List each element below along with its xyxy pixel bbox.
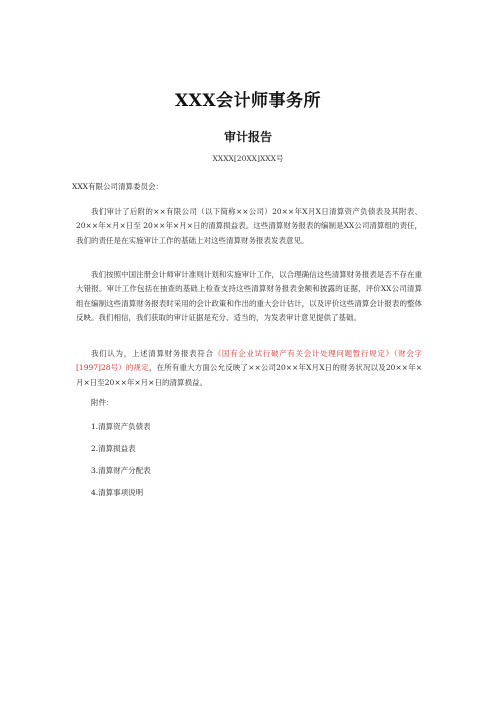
paragraph-audit-standards: 我们按照中国注册会计师审计准则计划和实施审计工作，以合理确信这些清算财务报表是否不存在重大错报。审计工作包括在抽查的基础上检查支持这些清算财务报表金额和披露的证据，评价XX公司清算组在编制这些清算财务报表时采用的会计政策和作出的重大会计估计，以及评价这些清算会计报表的整体反映。我们相信，我们获取的审计证据是充分、适当的，为发表审计意见提供了基础。 xyxy=(76,270,422,322)
attachments-list xyxy=(91,421,151,509)
attachment-item: 4.清算事项说明 xyxy=(91,488,144,497)
report-title: 审计报告 xyxy=(223,130,272,144)
attachment-item: 3.清算财产分配表 xyxy=(91,466,151,475)
opinion-text-end: ，在所有重大方面公允反映了××公司20××年X月X日的财务状况以及20××年×月×日至20××年×月×日的清算损益。 xyxy=(76,363,422,387)
addressee: XXX有限公司清算委员会： xyxy=(72,182,164,191)
report-number: XXXX[20XX]XXX号 xyxy=(212,154,284,163)
regulation-reference: 《国有企业试行破产有关会计处理问题暂行规定》（财会字[1997]28号）的规定 xyxy=(76,349,422,373)
attachments-label: 附件： xyxy=(91,398,114,407)
paragraph-audit-scope: 我们审计了后附的××有限公司（以下简称××公司）20××年X月X日清算资产负债表及其附表、20××年×月×日至 20××年×月×日的清算损益表。这些清算财务报表的编制是XX公司清算组的责任，我们的责任是在实施审计工作的基础上对这些清算财务报表发表意见。 xyxy=(76,207,422,245)
attachment-item: 1.清算资产负债表 xyxy=(91,422,151,431)
opinion-text-start: 我们认为，上述清算财务报表符合 xyxy=(91,349,214,358)
firm-name: XXX会计师事务所 xyxy=(174,91,322,111)
attachment-item: 2.清算损益表 xyxy=(91,444,136,453)
paragraph-audit-opinion xyxy=(76,347,422,390)
